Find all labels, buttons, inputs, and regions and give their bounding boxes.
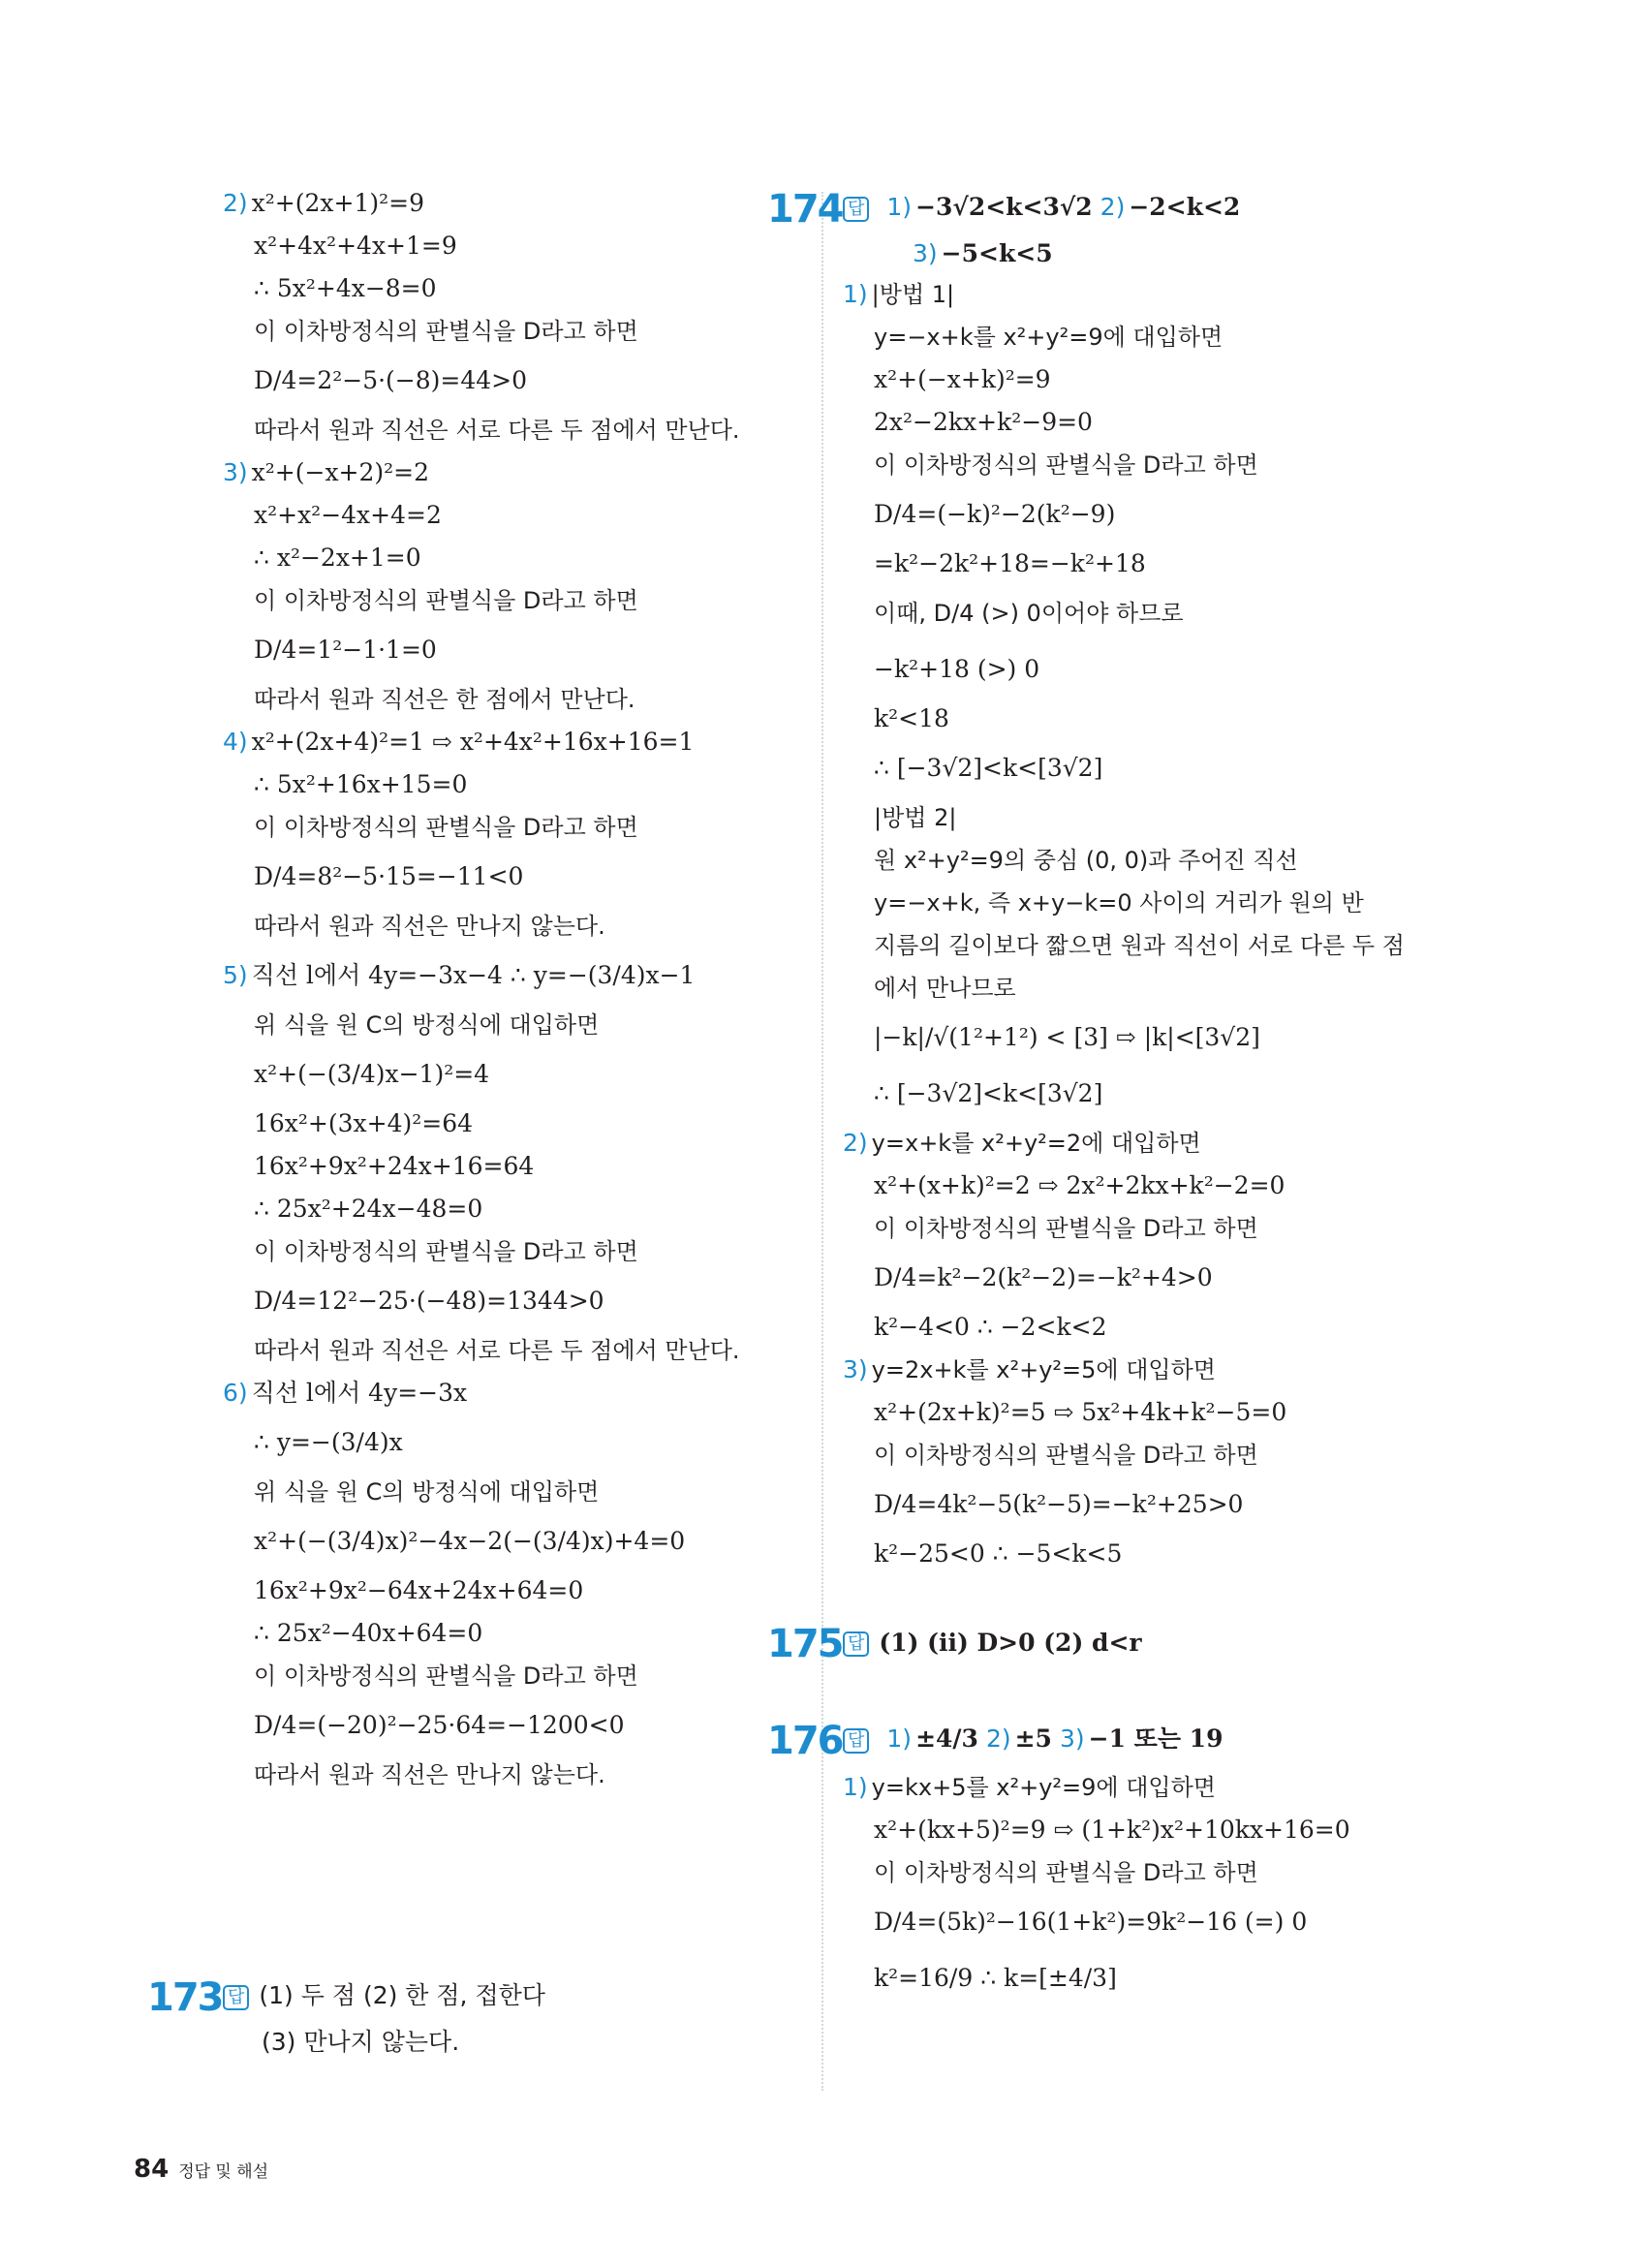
solution-text: x²+(−(3/4)x−1)²=4 — [254, 1060, 490, 1088]
solution-line — [223, 182, 794, 225]
answer-badge: 답 — [843, 197, 869, 222]
solution-text: 16x²+(3x+4)²=64 — [254, 1109, 474, 1137]
solution-text: x²+(2x+1)²=9 — [251, 189, 424, 217]
solution-line — [843, 641, 1540, 698]
answer-badge: 답 — [843, 1631, 869, 1657]
solution-line — [223, 1372, 794, 1414]
solution-text: y=x+k를 x²+y²=2에 대입하면 — [871, 1129, 1201, 1157]
solution-text: −k²+18 (>) 0 — [874, 654, 1040, 683]
solution-line — [223, 537, 794, 579]
solution-line — [223, 1655, 794, 1697]
solution-line — [843, 1306, 1540, 1349]
solution-line — [223, 267, 794, 310]
page-footer — [134, 2155, 268, 2184]
column-divider — [821, 192, 823, 2091]
solution-text: 따라서 원과 직선은 만나지 않는다. — [254, 913, 605, 940]
solution-text: 이 이차방정식의 판별식을 D라고 하면 — [254, 1238, 638, 1265]
solution-text: 이때, D/4 (>) 0이어야 하므로 — [874, 599, 1184, 627]
footer-label: 정답 및 해설 — [178, 2162, 269, 2182]
solution-text: ∴ 5x²+16x+15=0 — [254, 770, 468, 798]
solution-text: y=kx+5를 x²+y²=9에 대입하면 — [871, 1773, 1216, 1801]
solution-line — [223, 622, 794, 678]
solution-line — [843, 1349, 1540, 1391]
solution-line — [843, 1766, 1540, 1809]
problem-number-175: 175 — [767, 1622, 843, 1666]
solution-text: 따라서 원과 직선은 만나지 않는다. — [254, 1761, 605, 1788]
answer-173-line2: (3) 만나지 않는다. — [262, 2027, 460, 2056]
solution-text: x²+(−x+k)²=9 — [874, 364, 1051, 393]
solution-text: x²+x²−4x+4=2 — [254, 501, 442, 529]
solution-text: ∴ 25x²+24x−48=0 — [254, 1195, 483, 1223]
solution-text: D/4=(5k)²−16(1+k²)=9k²−16 (=) 0 — [874, 1907, 1308, 1936]
solution-text: 지름의 길이보다 짧으면 원과 직선이 서로 다른 두 점 — [874, 931, 1405, 959]
solution-line — [223, 1414, 794, 1471]
sub-problem-number: 3) — [223, 458, 248, 486]
solution-text: y=−x+k를 x²+y²=9에 대입하면 — [874, 323, 1224, 351]
solution-line — [843, 543, 1540, 585]
solution-line — [843, 1950, 1540, 2006]
solution-text: x²+4x²+4x+1=9 — [254, 232, 457, 260]
solution-line — [843, 1476, 1540, 1533]
solution-text: 따라서 원과 직선은 서로 다른 두 점에서 만난다. — [254, 1337, 740, 1364]
solution-line — [223, 678, 794, 721]
solution-text: D/4=(−k)²−2(k²−9) — [874, 499, 1116, 528]
answer-174-2: −2<k<2 — [1129, 193, 1241, 221]
solution-line — [223, 806, 794, 849]
solution-text: ∴ 25x²−40x+64=0 — [254, 1619, 483, 1647]
solution-text: x²+(2x+k)²=5 ⇨ 5x²+4k+k²−5=0 — [874, 1397, 1287, 1426]
sub-problem-number: 4) — [223, 728, 248, 756]
sub-problem-number: 5) — [223, 961, 248, 989]
solution-line — [223, 1612, 794, 1655]
solution-text: 원 x²+y²=9의 중심 (0, 0)과 주어진 직선 — [874, 846, 1298, 874]
problem-number-176: 176 — [767, 1718, 843, 1763]
solution-line — [223, 1103, 794, 1145]
solution-text: 에서 만나므로 — [874, 974, 1016, 1002]
solution-text: 이 이차방정식의 판별식을 D라고 하면 — [254, 814, 638, 841]
solution-line — [843, 1250, 1540, 1306]
solution-line — [843, 698, 1540, 740]
solution-line — [843, 401, 1540, 444]
solution-line — [843, 1122, 1540, 1165]
solution-line — [223, 1513, 794, 1569]
sub-problem-number: 2) — [223, 189, 248, 217]
solution-line — [843, 1894, 1540, 1950]
page-number: 84 — [134, 2155, 170, 2184]
solution-line — [843, 1851, 1540, 1894]
solution-line — [223, 1046, 794, 1103]
solution-text: 이 이차방정식의 판별식을 D라고 하면 — [874, 1214, 1258, 1242]
solution-174 — [843, 273, 1540, 1575]
answer-176-1: ±4/3 — [915, 1724, 978, 1753]
answer-174-3: −5<k<5 — [941, 238, 1053, 267]
solution-text: 직선 l에서 4y=−3x — [251, 1379, 468, 1407]
problem-176: 176 답 1) ±4/3 2) ±5 3) −1 또는 19 1) y=kx+5를 x²+y²=9에 대입하면 x²+(kx+5)²=9 ⇨ (1+k²)x²+10kx+16=0 이 이차방정식의 판별식을 D라고 하면 D/4=(5k)²−16(1+k²)=9k²−16 (=) 0 k²=16/9 ∴ k=[±4/3] — [843, 1714, 1540, 2006]
solution-text: 이 이차방정식의 판별식을 D라고 하면 — [874, 450, 1258, 479]
solution-line — [843, 1434, 1540, 1476]
solution-line — [843, 796, 1540, 839]
solution-text: |방법 2| — [874, 803, 957, 831]
answer-176-3: −1 또는 19 — [1088, 1724, 1224, 1753]
solution-text: ∴ [−3√2]<k<[3√2] — [874, 1078, 1103, 1107]
problem-174: 174 답 1) −3√2<k<3√2 2) −2<k<2 3) −5<k<5 1) |방법 1| y=−x+k를 x²+y²=9에 대입하면 x²+(−x+k)²=9 2x²−2kx+k²−9=0 이 이차방정식의 판별식을 D라고 하면 D/4=(−k)²−2(k²−9) =k²−2k²+18=−k²+18 이때, D/4 (>) 0이어야 하므로 −k²+18 (>) 0 k²<18 ∴ [−3√2]<k<[3√2] |방법 2| 원 x²+y²=9의 중심 (0, 0)과 주어진 직선 y=−x+k, 즉 x+y−k=0 사이의 거리가 원의 반 지름의 길이보다 짧으면 원과 직선이 서로 다른 두 점 에서 만나므로 |−k|/√(1²+1²) < [3] ⇨ |k|<[3√2] ∴ [−3√2]<k<[3√2] 2) y=x+k를 x²+y²=2에 대입하면 x²+(x+k)²=2 ⇨ 2x²+2kx+k²−2=0 이 이차방정식의 판별식을 D라고 하면 D/4=k²−2(k²−2)=−k²+4>0 k²−4<0 ∴ −2<k<2 3) y=2x+k를 x²+y²=5에 대입하면 x²+(2x+k)²=5 ⇨ 5x²+4k+k²−5=0 이 이차방정식의 판별식을 D라고 하면 D/4=4k²−5(k²−5)=−k²+25>0 k²−25<0 ∴ −5<k<5 — [843, 182, 1540, 1575]
sub-problem-number: 2) — [843, 1128, 868, 1157]
solution-line — [223, 763, 794, 806]
solution-text: D/4=12²−25·(−48)=1344>0 — [254, 1287, 604, 1315]
right-column — [767, 182, 1540, 2006]
sub-problem-number: 1) — [843, 1772, 868, 1801]
solution-text: k²−4<0 ∴ −2<k<2 — [874, 1312, 1107, 1341]
solution-line — [843, 1391, 1540, 1434]
solution-text: 직선 l에서 4y=−3x−4 ∴ y=−(3/4)x−1 — [251, 961, 696, 989]
answer-173-line1: (1) 두 점 (2) 한 점, 접한다 — [259, 1981, 545, 2009]
solution-text: 따라서 원과 직선은 서로 다른 두 점에서 만난다. — [254, 417, 740, 444]
solution-text: 따라서 원과 직선은 한 점에서 만난다. — [254, 686, 635, 713]
solution-line — [843, 1809, 1540, 1851]
solution-line — [223, 451, 794, 494]
solution-line — [843, 924, 1540, 967]
solution-line — [223, 1754, 794, 1796]
sub-problem-number: 3) — [843, 1354, 868, 1383]
solution-text: D/4=8²−5·15=−11<0 — [254, 862, 524, 890]
solution-line — [223, 1230, 794, 1273]
solution-line — [843, 839, 1540, 882]
solution-text: 이 이차방정식의 판별식을 D라고 하면 — [254, 318, 638, 345]
problem-175 — [767, 1618, 1540, 1670]
solution-line — [223, 310, 794, 353]
solution-line — [223, 494, 794, 537]
solution-text: D/4=1²−1·1=0 — [254, 636, 437, 664]
solution-text: x²+(−(3/4)x)²−4x−2(−(3/4)x)+4=0 — [254, 1527, 686, 1555]
solution-line — [843, 486, 1540, 543]
answer-badge: 답 — [223, 1985, 249, 2010]
solution-text: 2x²−2kx+k²−9=0 — [874, 407, 1093, 436]
answer-174-1: −3√2<k<3√2 — [915, 193, 1093, 221]
answer-176-2: ±5 — [1014, 1724, 1052, 1753]
solution-text: y=−x+k, 즉 x+y−k=0 사이의 거리가 원의 반 — [874, 888, 1364, 917]
solution-text: ∴ y=−(3/4)x — [254, 1428, 403, 1456]
solution-text: x²+(2x+4)²=1 ⇨ x²+4x²+16x+16=1 — [251, 728, 695, 756]
solution-line — [223, 1273, 794, 1329]
solution-text: |방법 1| — [871, 280, 955, 308]
solution-line — [843, 358, 1540, 401]
solution-line — [223, 1697, 794, 1754]
solution-text: =k²−2k²+18=−k²+18 — [874, 548, 1146, 577]
sub-problem-number: 6) — [223, 1379, 248, 1407]
solution-text: ∴ x²−2x+1=0 — [254, 544, 421, 572]
solution-text: 이 이차방정식의 판별식을 D라고 하면 — [874, 1858, 1258, 1886]
solution-line — [223, 905, 794, 948]
solution-text: 위 식을 원 C의 방정식에 대입하면 — [254, 1011, 600, 1039]
solution-line — [843, 316, 1540, 358]
left-column — [223, 182, 794, 1796]
solution-text: 이 이차방정식의 판별식을 D라고 하면 — [874, 1441, 1258, 1469]
problem-173 — [147, 1971, 545, 2062]
solution-176 — [843, 1766, 1540, 2006]
solution-line — [843, 1165, 1540, 1207]
solution-line — [223, 948, 794, 1004]
solution-line — [843, 444, 1540, 486]
solution-line — [223, 409, 794, 451]
problem-number-173: 173 — [147, 1974, 223, 2020]
solution-text: D/4=(−20)²−25·64=−1200<0 — [254, 1711, 625, 1739]
solution-line — [843, 1066, 1540, 1122]
solution-text: 위 식을 원 C의 방정식에 대입하면 — [254, 1478, 600, 1506]
solution-line — [843, 585, 1540, 641]
solution-text: k²=16/9 ∴ k=[±4/3] — [874, 1963, 1117, 1992]
solution-line — [843, 882, 1540, 924]
answer-badge: 답 — [843, 1728, 869, 1754]
solution-text: ∴ [−3√2]<k<[3√2] — [874, 753, 1103, 782]
solution-line — [223, 1188, 794, 1230]
solution-line — [223, 1004, 794, 1046]
solution-text: y=2x+k를 x²+y²=5에 대입하면 — [871, 1355, 1216, 1383]
solution-line — [223, 849, 794, 905]
solution-line — [223, 1145, 794, 1188]
solution-text: 16x²+9x²+24x+16=64 — [254, 1152, 535, 1180]
solution-text: 16x²+9x²−64x+24x+64=0 — [254, 1576, 584, 1604]
solution-text: x²+(kx+5)²=9 ⇨ (1+k²)x²+10kx+16=0 — [874, 1815, 1350, 1844]
solution-text: x²+(−x+2)²=2 — [251, 458, 430, 486]
solution-text: x²+(x+k)²=2 ⇨ 2x²+2kx+k²−2=0 — [874, 1170, 1286, 1199]
solution-line — [843, 273, 1540, 316]
solution-text: ∴ 5x²+4x−8=0 — [254, 274, 437, 302]
solution-text: D/4=k²−2(k²−2)=−k²+4>0 — [874, 1262, 1213, 1291]
solution-line — [223, 1329, 794, 1372]
solution-line — [223, 1471, 794, 1513]
solution-line — [223, 353, 794, 409]
solution-text: |−k|/√(1²+1²) < [3] ⇨ |k|<[3√2] — [874, 1022, 1260, 1051]
answer-175: (1) (ii) D>0 (2) d<r — [879, 1628, 1142, 1657]
solution-text: 이 이차방정식의 판별식을 D라고 하면 — [254, 1662, 638, 1690]
solution-line — [223, 721, 794, 763]
solution-line — [223, 1569, 794, 1612]
solution-text: k²<18 — [874, 703, 949, 732]
solution-text: D/4=2²−5·(−8)=44>0 — [254, 366, 528, 394]
solution-line — [843, 740, 1540, 796]
solution-line — [843, 1010, 1540, 1066]
sub-problem-number: 1) — [843, 279, 868, 308]
solution-text: 이 이차방정식의 판별식을 D라고 하면 — [254, 587, 638, 614]
solution-line — [843, 1207, 1540, 1250]
solution-line — [843, 1533, 1540, 1575]
solution-text: D/4=4k²−5(k²−5)=−k²+25>0 — [874, 1489, 1244, 1518]
solution-line — [223, 225, 794, 267]
solution-line — [843, 967, 1540, 1010]
problem-number-174: 174 — [767, 186, 843, 232]
solution-text: k²−25<0 ∴ −5<k<5 — [874, 1538, 1123, 1568]
solution-line — [223, 579, 794, 622]
